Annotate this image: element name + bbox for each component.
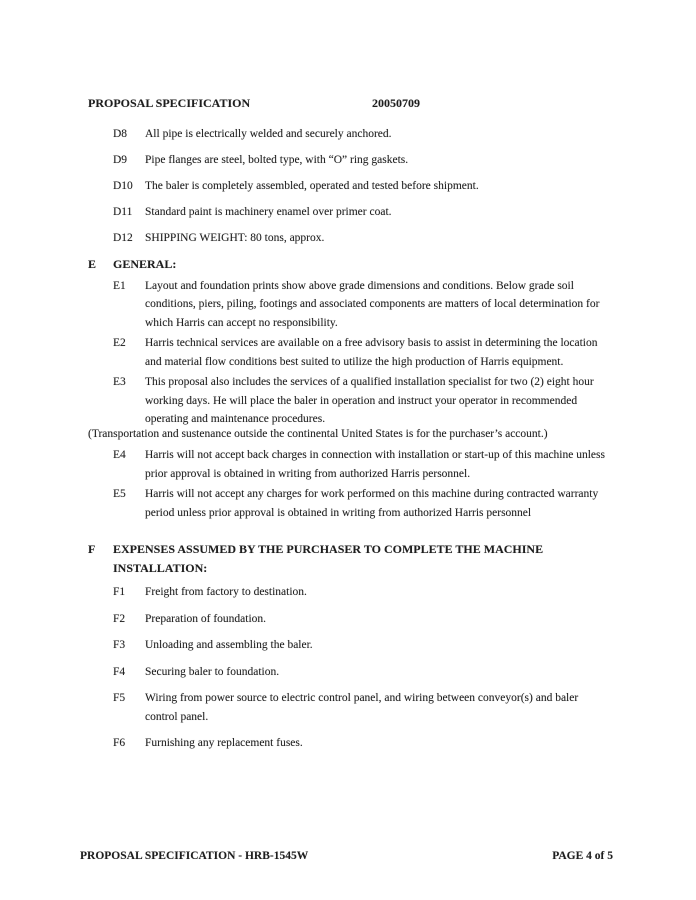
spec-item-f1 bbox=[113, 583, 612, 602]
spec-item-d10 bbox=[113, 177, 612, 196]
section-letter: F bbox=[88, 542, 96, 556]
item-text: Harris will not accept any charges for work performed on this machine during contracted warranty period unless prior approval is obtained in writing from authorized Harris personnel bbox=[145, 488, 599, 519]
item-text: Harris technical services are available on a free advisory basis to assist in determining the location and material flow conditions best suited to utilize the high production of Harris equipment. bbox=[145, 337, 598, 368]
item-number: E1 bbox=[113, 279, 126, 292]
footer-page-number: PAGE 4 of 5 bbox=[552, 850, 613, 862]
item-text: Standard paint is machinery enamel over primer coat. bbox=[145, 206, 392, 218]
spec-item-f6 bbox=[113, 734, 612, 753]
item-text: Wiring from power source to electric control panel, and wiring between conveyor(s) and baler control panel. bbox=[145, 692, 579, 723]
item-number: F5 bbox=[113, 692, 126, 704]
spec-item-d12 bbox=[113, 229, 612, 248]
item-text: Pipe flanges are steel, bolted type, with “O” ring gaskets. bbox=[145, 154, 409, 166]
item-number: D11 bbox=[113, 206, 133, 218]
document-title: PROPOSAL SPECIFICATION bbox=[88, 96, 251, 110]
section-f-expenses bbox=[88, 540, 612, 753]
section-letter: E bbox=[88, 257, 97, 271]
section-f-heading bbox=[88, 540, 612, 577]
spec-item-d9 bbox=[113, 151, 612, 170]
section-e-heading bbox=[88, 255, 612, 274]
section-title bbox=[113, 540, 543, 577]
spec-item-f4 bbox=[113, 663, 612, 682]
section-e-general bbox=[88, 255, 612, 522]
transportation-note: (Transportation and sustenance outside the continental United States is for the purchaser’s account.) bbox=[88, 427, 548, 440]
item-number: F1 bbox=[113, 586, 126, 598]
spec-item-d8 bbox=[113, 125, 612, 144]
item-text: All pipe is electrically welded and securely anchored. bbox=[145, 128, 392, 140]
spec-item-e5 bbox=[113, 485, 612, 522]
spec-item-e4 bbox=[113, 446, 612, 483]
item-text: Harris will not accept back charges in connection with installation or start-up of this machine unless prior approval is obtained in writing from authorized Harris personnel. bbox=[145, 449, 605, 480]
item-number: D9 bbox=[113, 154, 128, 166]
item-number: D8 bbox=[113, 128, 128, 140]
item-number: D10 bbox=[113, 180, 133, 192]
item-number: F4 bbox=[113, 665, 126, 678]
item-text: SHIPPING WEIGHT: 80 tons, approx. bbox=[145, 232, 325, 244]
item-text: Securing baler to foundation. bbox=[145, 665, 280, 678]
item-number: F3 bbox=[113, 639, 126, 651]
footer-document-id: PROPOSAL SPECIFICATION - HRB-1545W bbox=[80, 850, 309, 862]
item-number: F6 bbox=[113, 737, 126, 749]
section-title-line2: INSTALLATION: bbox=[113, 560, 208, 575]
item-text: This proposal also includes the services of a qualified installation specialist for two (2) eight hour working days. He will place the baler in operation and instruct your operator in recommended operating and maintenance procedures. bbox=[145, 376, 594, 425]
section-title-line1: EXPENSES ASSUMED BY THE PURCHASER TO COMPLETE THE MACHINE bbox=[113, 542, 544, 556]
spec-item-f2 bbox=[113, 610, 612, 629]
item-text: Layout and foundation prints show above grade dimensions and conditions. Below grade soil conditions, piers, piling, footings and associated components are matters of local determination for which Harris can accept no responsibility. bbox=[145, 279, 600, 329]
item-number: D12 bbox=[113, 232, 133, 244]
page-content bbox=[88, 96, 612, 761]
spec-item-e1 bbox=[113, 277, 612, 333]
spec-item-d11 bbox=[113, 203, 612, 222]
item-number: E2 bbox=[113, 337, 126, 349]
spec-item-f3 bbox=[113, 636, 612, 655]
spec-item-f5 bbox=[113, 689, 612, 726]
item-number: E4 bbox=[113, 449, 126, 461]
spec-item-e2 bbox=[113, 334, 612, 371]
item-text: Unloading and assembling the baler. bbox=[145, 639, 313, 651]
item-number: E3 bbox=[113, 376, 126, 388]
spec-item-e3 bbox=[113, 373, 612, 429]
item-number: F2 bbox=[113, 612, 126, 625]
page-footer bbox=[80, 849, 613, 864]
item-text: Preparation of foundation. bbox=[145, 612, 267, 625]
document-number: 20050709 bbox=[372, 96, 420, 110]
item-text: Furnishing any replacement fuses. bbox=[145, 737, 303, 749]
item-text: Freight from factory to destination. bbox=[145, 586, 307, 598]
item-text: The baler is completely assembled, operated and tested before shipment. bbox=[145, 180, 479, 192]
d-item-list bbox=[88, 125, 612, 248]
item-number: E5 bbox=[113, 488, 126, 500]
section-title: GENERAL: bbox=[113, 257, 177, 271]
document-header bbox=[88, 96, 612, 111]
